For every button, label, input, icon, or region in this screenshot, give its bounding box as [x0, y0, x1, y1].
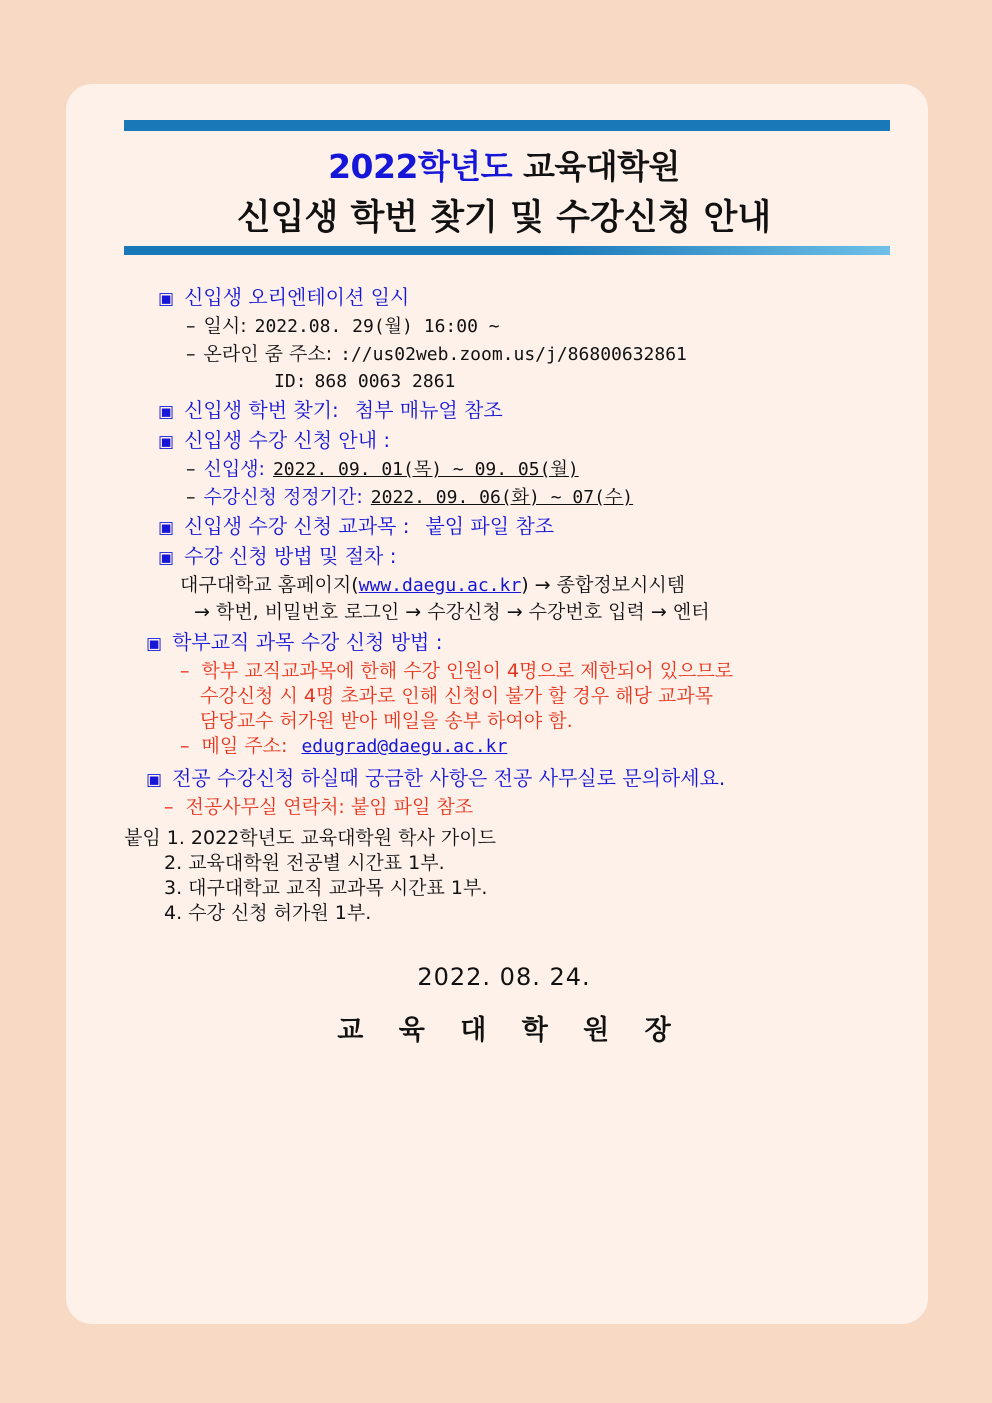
dash-icon: – — [186, 486, 196, 508]
orientation-id-value: 868 0063 2861 — [314, 371, 456, 392]
bullet-icon: ▣ — [158, 518, 175, 538]
orientation-date-value: 2022.08. 29(월) 16:00 ~ — [254, 316, 500, 337]
attachment-label: 붙임 1. 2022학년도 교육대학원 학사 가이드 — [124, 827, 496, 849]
section-teaching — [146, 632, 884, 653]
attachment-item: 2. 교육대학원 전공별 시간표 1부. — [164, 852, 445, 874]
bullet-icon: ▣ — [146, 770, 163, 790]
daegu-homepage-link[interactable]: www.daegu.ac.kr — [358, 575, 522, 596]
teaching-red1: 학부 교직교과목에 한해 수강 인원이 4명으로 제한되어 있으므로 — [201, 660, 734, 682]
bullet-icon: ▣ — [158, 289, 175, 309]
section-courses — [158, 516, 884, 537]
bullet-icon: ▣ — [158, 402, 175, 422]
notice-body — [124, 287, 884, 1044]
signature-line: 교 육 대 학 원 장 — [337, 1015, 684, 1046]
page-title-line2: 신입생 학번 찾기 및 수강신청 안내 — [236, 198, 772, 238]
courses-heading: 신입생 수강 신청 교과목 : — [184, 514, 410, 538]
attachment-item: 4. 수강 신청 허가원 1부. — [164, 902, 372, 924]
dash-icon: – — [180, 660, 190, 682]
teaching-mail-value[interactable]: edugrad@daegu.ac.kr — [301, 736, 508, 757]
section-enroll-guide — [158, 430, 884, 451]
method-heading: 수강 신청 방법 및 절차 : — [184, 544, 397, 568]
inquiry-contact: 전공사무실 연락처: 붙임 파일 참조 — [185, 796, 474, 818]
bullet-icon: ▣ — [146, 634, 163, 654]
teaching-mail-label: 메일 주소: — [201, 735, 288, 757]
dash-icon: – — [164, 796, 174, 818]
orientation-zoom-value[interactable]: ://us02web.zoom.us/j/86800632861 — [340, 344, 687, 365]
page-title-line1 — [124, 141, 884, 188]
header-top-rule — [124, 120, 890, 131]
enroll-fix-row — [186, 488, 884, 507]
section-inquiry — [146, 768, 884, 789]
dash-icon: – — [186, 315, 196, 337]
method-step-line1 — [180, 576, 884, 595]
enroll-fix-label: 수강신청 정정기간: — [203, 486, 363, 508]
method-line1-pre: 대구대학교 홈페이지( — [180, 574, 359, 596]
find-id-value: 첨부 매뉴얼 참조 — [354, 398, 503, 422]
teaching-note-line2: 수강신청 시 4명 초과로 인해 신청이 불가 할 경우 해당 교과목 — [200, 685, 713, 707]
teaching-heading: 학부교직 과목 수강 신청 방법 : — [172, 630, 443, 654]
dash-icon: – — [186, 343, 196, 365]
header-bottom-rule — [124, 246, 890, 255]
teaching-note-line3: 담당교수 허가원 받아 메일을 송부 하여야 함. — [200, 710, 573, 732]
orientation-zoom-row — [186, 345, 884, 364]
orientation-date-label: 일시: — [203, 315, 247, 337]
teaching-mail-row — [180, 737, 884, 756]
method-line1-post: ) → 종합정보시시템 — [521, 574, 686, 596]
orientation-id-row — [274, 373, 884, 391]
section-method — [158, 546, 884, 567]
attachment-item: 3. 대구대학교 교직 교과목 시간표 1부. — [164, 877, 488, 899]
title-dept: 교육대학원 — [523, 147, 680, 186]
enroll-fix-value: 2022. 09. 06(화) ~ 07(수) — [370, 487, 634, 508]
orientation-id-label: ID: — [274, 371, 307, 392]
orientation-heading: 신입생 오리엔테이션 일시 — [184, 285, 410, 309]
enroll-guide-heading: 신입생 수강 신청 안내 : — [184, 428, 391, 452]
dash-icon: – — [180, 735, 190, 757]
teaching-note-line1 — [180, 662, 884, 681]
issue-date: 2022. 08. 24. — [417, 963, 591, 991]
orientation-zoom-label: 온라인 줌 주소: — [203, 343, 333, 365]
dash-icon: – — [186, 458, 196, 480]
enroll-new-label: 신입생: — [203, 458, 265, 480]
orientation-date-row — [186, 317, 884, 336]
section-orientation — [158, 287, 884, 308]
bullet-icon: ▣ — [158, 548, 175, 568]
enroll-new-row — [186, 460, 884, 479]
inquiry-heading: 전공 수강신청 하실때 궁금한 사항은 전공 사무실로 문의하세요. — [172, 766, 726, 790]
enroll-new-value: 2022. 09. 01(목) ~ 09. 05(월) — [272, 459, 579, 480]
notice-page — [66, 84, 928, 1324]
find-id-heading: 신입생 학번 찾기: — [184, 398, 339, 422]
method-step-line2: → 학번, 비밀번호 로그인 → 수강신청 → 수강번호 입력 → 엔터 — [194, 601, 710, 623]
bullet-icon: ▣ — [158, 432, 175, 452]
section-find-id — [158, 400, 884, 421]
courses-value: 붙임 파일 참조 — [425, 514, 555, 538]
inquiry-contact-row — [164, 798, 884, 817]
notice-content — [124, 120, 884, 1044]
title-year: 2022학년도 — [328, 147, 513, 186]
